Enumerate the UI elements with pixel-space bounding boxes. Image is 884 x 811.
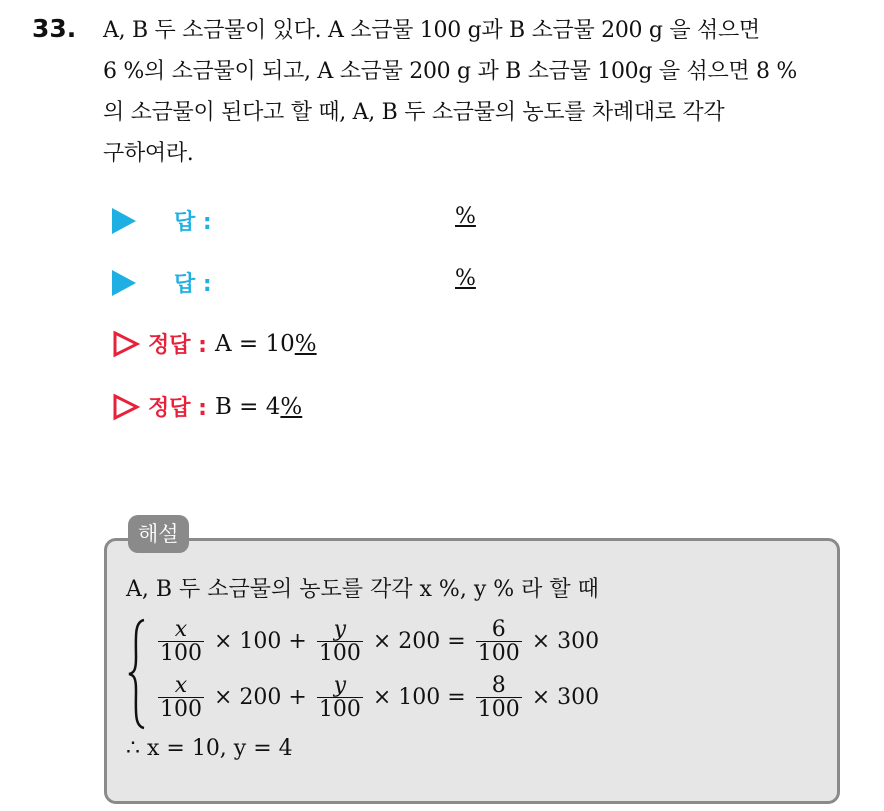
correct-value: A = 10% (214, 330, 317, 357)
explanation-tag: 해설 (128, 515, 189, 553)
answer-input-2[interactable]: % (455, 266, 476, 291)
answer-row-1 (112, 205, 212, 236)
question-line: 6 %의 소금물이 되고, A 소금물 200 g 과 B 소금물 100g 을 섞으면 8 % (103, 59, 798, 84)
question-text (103, 10, 863, 174)
play-arrow-icon (112, 208, 136, 234)
correct-row-2 (112, 391, 302, 422)
correct-label: 정답 : (148, 333, 207, 358)
correct-row-1 (112, 328, 317, 359)
answer-input-1[interactable]: % (455, 204, 476, 229)
explanation-intro: A, B 두 소금물의 농도를 각각 x %, y % 라 할 때 (126, 577, 599, 602)
question-number: 33. (32, 14, 77, 43)
equation-system (126, 618, 646, 730)
outline-arrow-icon (112, 330, 140, 358)
answer-row-2 (112, 267, 212, 298)
equation-1: $\frac{x}{100}$ × 100 + $\frac{y}{100}$ × 200 = $\frac{6}{100}$ × 300 (160, 617, 600, 667)
answer-label: 답 : (174, 272, 212, 297)
question-line: A, B 두 소금물이 있다. A 소금물 100 g과 B 소금물 200 g 을 섞으면 (103, 18, 760, 43)
correct-value: B = 4% (214, 393, 303, 420)
outline-arrow-icon (112, 393, 140, 421)
left-brace-icon (126, 618, 148, 730)
question-line: 구하여라. (103, 141, 194, 166)
correct-label: 정답 : (148, 396, 207, 421)
answer-label: 답 : (174, 210, 212, 235)
play-arrow-icon (112, 270, 136, 296)
question-line: 의 소금물이 된다고 할 때, A, B 두 소금물의 농도를 차례대로 각각 (103, 100, 725, 125)
explanation-conclusion: ∴ x = 10, y = 4 (126, 736, 293, 761)
equation-2: $\frac{x}{100}$ × 200 + $\frac{y}{100}$ × 100 = $\frac{8}{100}$ × 300 (160, 673, 600, 723)
